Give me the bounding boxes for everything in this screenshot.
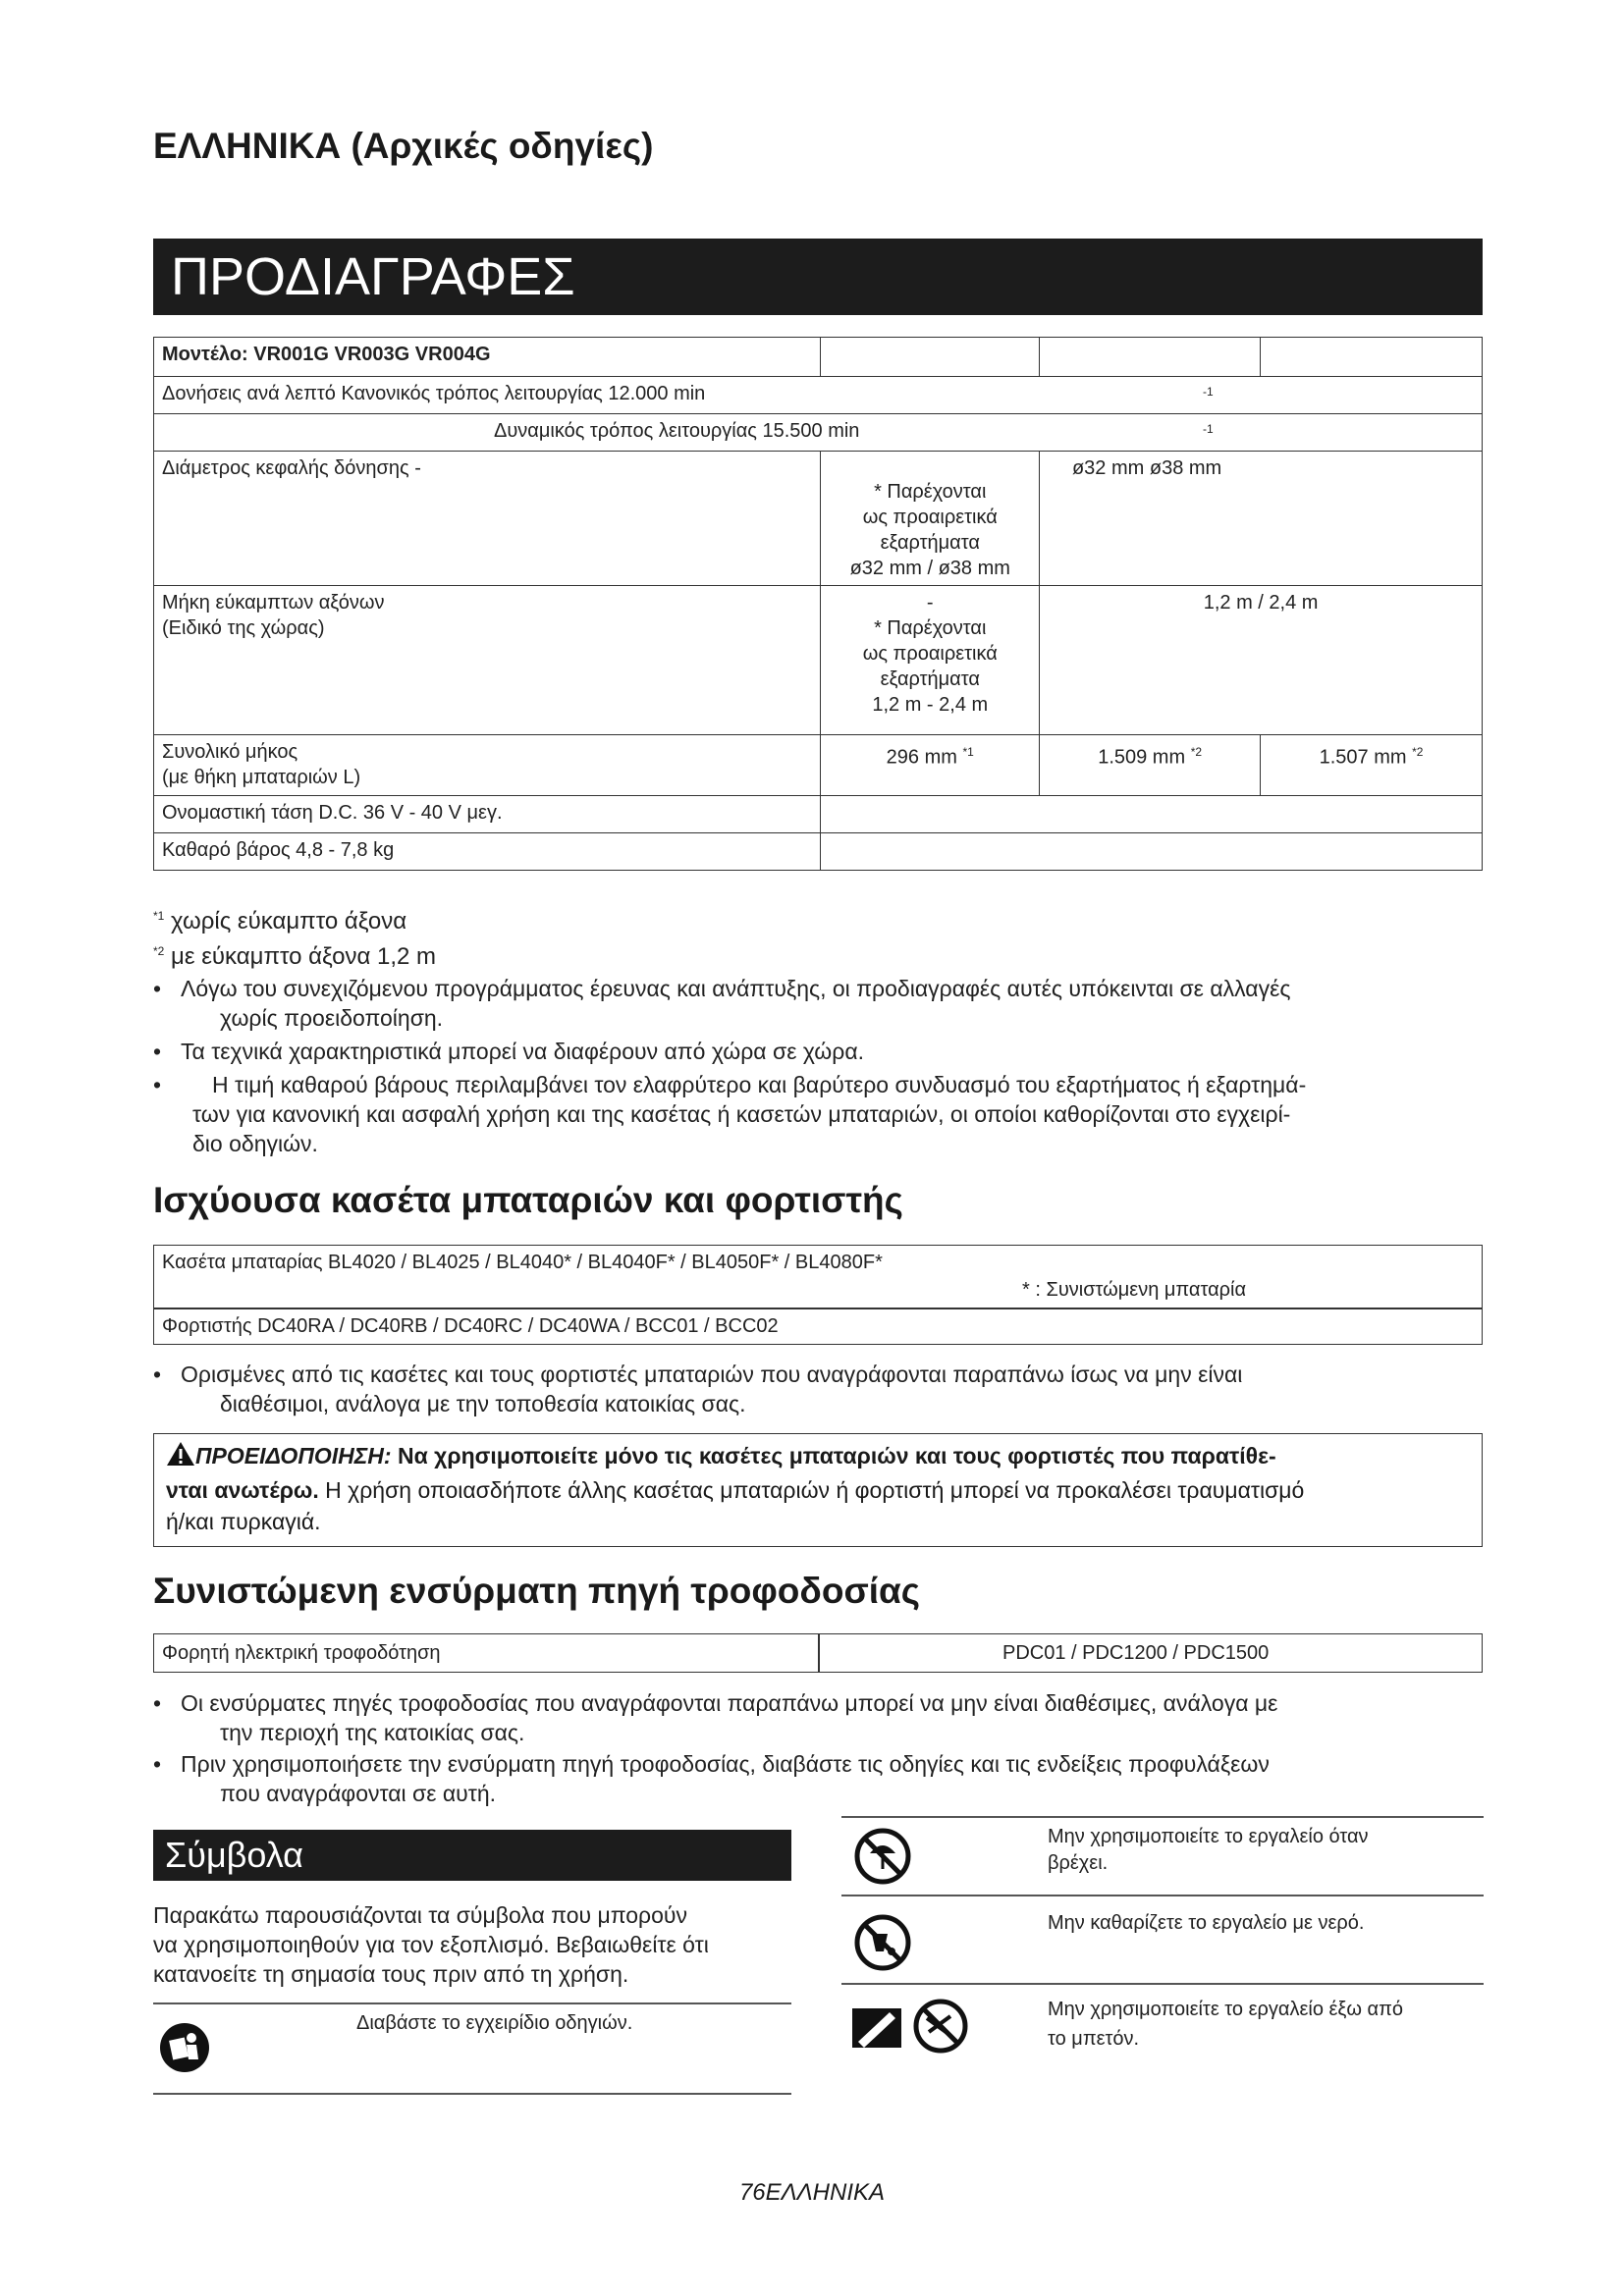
net-weight-cell	[154, 833, 821, 871]
shaft-length-label-cell	[154, 586, 821, 735]
battery-cartridge-box	[153, 1245, 1483, 1309]
power-note-1-l2: την περιοχή της κατοικίας σας.	[220, 1720, 525, 1745]
bullet-country-text: Τα τεχνικά χαρακτηριστικά μπορεί να διαφέρουν από χώρα σε χώρα.	[181, 1039, 865, 1064]
read-manual-text: Διαβάστε το εγχειρίδιο οδηγιών.	[356, 2012, 633, 2034]
charger-box	[153, 1308, 1483, 1345]
symbols-left-bottom-rule	[153, 2093, 791, 2095]
no-rain-icon	[854, 1828, 911, 1890]
spec-notes	[153, 901, 1489, 1158]
symbols-right-rule-3	[841, 1983, 1484, 1985]
warning-normal-l2: Η χρήση οποιασδήποτε άλλης κασέτας μπαταριών ή φορτιστή μπορεί να προκαλέσει τραυματισμό	[318, 1477, 1305, 1503]
net-weight-label: Καθαρό βάρος 4,8 - 7,8 kg	[162, 839, 395, 861]
footnote-2	[153, 936, 1489, 972]
bullet-weight-l2: των για κανονική και ασφαλή χρήση και της κασέτας ή κασετών μπαταριών, οι οποίοι καθορίζονται στο εγχειρί-	[192, 1101, 1291, 1127]
model-cell	[154, 338, 821, 377]
power-supply-divider	[818, 1634, 820, 1672]
symbols-intro-l3: κατανοείτε τη σημασία τους πριν από τη χρήση.	[153, 1961, 629, 1987]
overall-length-col-3	[1261, 735, 1483, 796]
head-diameter-note-l2: ως προαιρετικά	[862, 507, 998, 528]
power-note-1-l1: Οι ενσύρματες πηγές τροφοδοσίας που αναγράφονται παραπάνω μπορεί να μην είναι διαθέσιμες, ανάλογα με	[181, 1690, 1278, 1716]
concrete-only-text-l1: Μην χρησιμοποιείτε το εργαλείο έξω από	[1048, 1999, 1404, 2020]
head-diameter-label-cell	[154, 452, 821, 586]
warning-line-1	[166, 1440, 1470, 1474]
bullet-weight-notice: • Η τιμή καθαρού βάρους περιλαμβάνει τον ελαφρύτερο και βαρύτερο συνδυασμό του εξαρτήματος ή εξαρτημά- των για κανονική και ασφαλή χρήση και της κασέτας ή κασετών μπαταριών, οι οποίοι καθορίζονται στο εγχειρί- διο οδηγιών.	[153, 1070, 1489, 1158]
power-supply-box	[153, 1633, 1483, 1673]
overall-length-label-l2: (με θήκη μπαταριών L)	[162, 767, 361, 788]
head-diameter-col-1	[821, 452, 1040, 586]
no-rain-text-l2: βρέχει.	[1048, 1852, 1109, 1874]
rpm-dynamic-label: Δυναμικός τρόπος λειτουργίας 15.500 min	[494, 420, 860, 442]
rated-voltage-values	[821, 796, 1483, 833]
symbols-intro	[153, 1900, 801, 1989]
rpm-dynamic-row	[154, 414, 1483, 452]
overall-length-value-3: 1.507 mm	[1319, 746, 1407, 769]
head-diameter-note-l4: ø32 mm / ø38 mm	[849, 558, 1010, 579]
specifications-banner	[153, 239, 1483, 315]
recommended-battery-note: * : Συνιστώμενη μπαταρία	[1022, 1279, 1247, 1301]
overall-length-col-1	[821, 735, 1040, 796]
head-diameter-col-23	[1040, 452, 1483, 586]
battery-availability-l2: διαθέσιμοι, ανάλογα με την τοποθεσία κατοικίας σας.	[220, 1391, 746, 1416]
bullet-weight-l3: διο οδηγιών.	[192, 1131, 318, 1156]
symbols-right-rule-1	[841, 1816, 1484, 1818]
overall-length-label-cell	[154, 735, 821, 796]
bullet-weight-l1: Η τιμή καθαρού βάρους περιλαμβάνει τον ελαφρύτερο και βαρύτερο συνδυασμό του εξαρτήματος ή εξαρτημά-	[212, 1072, 1307, 1097]
overall-length-footnote-3: *2	[1412, 745, 1424, 759]
power-note-2-l1: Πριν χρησιμοποιήσετε την ενσύρματη πηγή τροφοδοσίας, διαβάστε τις οδηγίες και τις ενδείξεις προφυλάξεων	[181, 1751, 1270, 1777]
warning-bold-l2: νται ανωτέρω.	[166, 1477, 319, 1503]
warning-line-3: ή/και πυρκαγιά.	[166, 1509, 321, 1534]
footnote-1-text: χωρίς εύκαμπτο άξονα	[171, 908, 407, 934]
bullet-country-notice: • Τα τεχνικά χαρακτηριστικά μπορεί να διαφέρουν από χώρα σε χώρα.	[153, 1037, 1489, 1066]
overall-length-footnote-2: *2	[1190, 745, 1203, 759]
symbols-intro-l1: Παρακάτω παρουσιάζονται τα σύμβολα που μπορούν	[153, 1902, 687, 1928]
head-diameter-note-l1: * Παρέχονται	[874, 481, 987, 503]
charger-text: Φορτιστής DC40RA / DC40RB / DC40RC / DC40WA / BCC01 / BCC02	[162, 1315, 779, 1337]
power-supply-notes: • Οι ενσύρματες πηγές τροφοδοσίας που αναγράφονται παραπάνω μπορεί να μην είναι διαθέσιμες, ανάλογα με την περιοχή της κατοικίας σας. • Πριν χρησιμοποιήσετε την ενσύρματη πηγή τροφοδοσίας, διαβάστε τις οδηγίες και τις ενδείξεις προφυλάξεων που αναγράφονται σε αυτή.	[153, 1688, 1489, 1808]
symbols-banner	[153, 1830, 791, 1881]
shaft-length-col-1	[821, 586, 1040, 735]
overall-length-footnote-1: *1	[962, 745, 974, 759]
battery-cartridge-text: Κασέτα μπαταρίας BL4020 / BL4025 / BL4040* / BL4040F* / BL4050F* / BL4080F*	[162, 1252, 883, 1273]
battery-heading: Ισχύουσα κασέτα μπαταριών και φορτιστής	[153, 1180, 903, 1220]
concrete-only-icon	[850, 1999, 972, 2058]
no-water-cleaning-text: Μην καθαρίζετε το εργαλείο με νερό.	[1048, 1912, 1365, 1934]
symbols-right-rule-2	[841, 1895, 1484, 1896]
rpm-normal-label: Δονήσεις ανά λεπτό Κανονικός τρόπος λειτουργίας 12.000 min	[162, 383, 706, 404]
page-language-title: ΕΛΛΗΝΙΚΑ (Αρχικές οδηγίες)	[153, 126, 654, 166]
net-weight-values	[821, 833, 1483, 871]
symbols-left-top-rule	[153, 2002, 791, 2004]
footnote-1	[153, 901, 1489, 936]
shaft-length-note-l3: εξαρτήματα	[880, 668, 980, 690]
page-footer: 76ΕΛΛΗΝΙΚΑ	[738, 2179, 886, 2206]
warning-box	[153, 1433, 1483, 1547]
rpm-dynamic-unit-exponent: -1	[1203, 422, 1214, 436]
model-col-2	[1040, 338, 1261, 377]
no-rain-text-l1: Μην χρησιμοποιείτε το εργαλείο όταν	[1048, 1826, 1369, 1847]
shaft-length-label-l2: (Ειδικό της χώρας)	[162, 617, 325, 639]
overall-length-label-l1: Συνολικό μήκος	[162, 741, 298, 763]
no-rain-text	[1048, 1824, 1369, 1877]
rpm-normal-unit-exponent: -1	[1203, 385, 1214, 399]
specifications-table	[153, 337, 1483, 871]
head-diameter-values: ø32 mm ø38 mm	[1071, 457, 1222, 479]
shaft-length-values: 1,2 m / 2,4 m	[1203, 592, 1319, 614]
model-label: Μοντέλο: VR001G VR003G VR004G	[162, 344, 491, 365]
footnote-2-mark: *2	[153, 944, 165, 958]
warning-bold-l1: Να χρησιμοποιείτε μόνο τις κασέτες μπαταριών και τους φορτιστές που παρατίθε-	[391, 1443, 1276, 1468]
bullet-rd-l2: χωρίς προειδοποίηση.	[220, 1005, 444, 1031]
rated-voltage-label: Ονομαστική τάση D.C. 36 V - 40 V μεγ.	[162, 802, 503, 824]
shaft-length-note-l2: ως προαιρετικά	[862, 643, 998, 665]
overall-length-value-2: 1.509 mm	[1098, 746, 1186, 769]
concrete-only-text-l2: το μπετόν.	[1048, 2028, 1140, 2050]
shaft-length-label-l1: Μήκη εύκαμπτων αξόνων	[162, 592, 385, 614]
head-diameter-note-l3: εξαρτήματα	[880, 532, 980, 554]
head-diameter-label: Διάμετρος κεφαλής δόνησης -	[162, 457, 421, 479]
footnote-1-mark: *1	[153, 909, 165, 923]
overall-length-value-1: 296 mm	[886, 746, 957, 769]
bullet-rd-notice: • Λόγω του συνεχιζόμενου προγράμματος έρευνας και ανάπτυξης, οι προδιαγραφές αυτές υπόκεινται σε αλλαγές χωρίς προειδοποίηση.	[153, 974, 1489, 1033]
power-supply-value: PDC01 / PDC1200 / PDC1500	[1002, 1642, 1270, 1664]
shaft-length-col-23	[1040, 586, 1483, 735]
symbols-banner-label: Σύμβολα	[165, 1835, 303, 1875]
warning-line-2	[166, 1474, 1470, 1506]
bullet-rd-l1: Λόγω του συνεχιζόμενου προγράμματος έρευνας και ανάπτυξης, οι προδιαγραφές αυτές υπόκεινται σε αλλαγές	[181, 976, 1291, 1001]
shaft-length-note-l1: * Παρέχονται	[874, 617, 987, 639]
concrete-only-text	[1048, 1995, 1403, 2054]
shaft-length-dash: -	[926, 592, 934, 614]
model-col-1	[821, 338, 1040, 377]
no-water-cleaning-icon	[854, 1914, 911, 1976]
model-col-3	[1261, 338, 1483, 377]
power-note-2-l2: που αναγράφονται σε αυτή.	[220, 1781, 497, 1806]
power-supply-heading: Συνιστώμενη ενσύρματη πηγή τροφοδοσίας	[153, 1571, 921, 1611]
rated-voltage-cell	[154, 796, 821, 833]
battery-availability-l1: Ορισμένες από τις κασέτες και τους φορτιστές μπαταριών που αναγράφονται παραπάνω ίσως να μην είναι	[181, 1362, 1243, 1387]
shaft-length-note-l4: 1,2 m - 2,4 m	[872, 694, 989, 716]
battery-availability-note: • Ορισμένες από τις κασέτες και τους φορτιστές μπαταριών που αναγράφονται παραπάνω ίσως να μην είναι διαθέσιμοι, ανάλογα με την τοποθεσία κατοικίας σας.	[153, 1360, 1489, 1418]
warning-label: ΠΡΟΕΙΔΟΠΟΙΗΣΗ:	[195, 1443, 392, 1468]
read-manual-icon	[159, 2022, 210, 2078]
warning-icon	[166, 1441, 195, 1474]
rpm-normal-row	[154, 377, 1483, 414]
power-supply-label: Φορητή ηλεκτρική τροφοδότηση	[162, 1642, 441, 1664]
specifications-banner-label: ΠΡΟΔΙΑΓΡΑΦΕΣ	[171, 247, 575, 306]
footnote-2-text: με εύκαμπτο άξονα 1,2 m	[171, 943, 437, 970]
overall-length-col-2	[1040, 735, 1261, 796]
symbols-intro-l2: να χρησιμοποιηθούν για τον εξοπλισμό. Βεβαιωθείτε ότι	[153, 1932, 709, 1957]
